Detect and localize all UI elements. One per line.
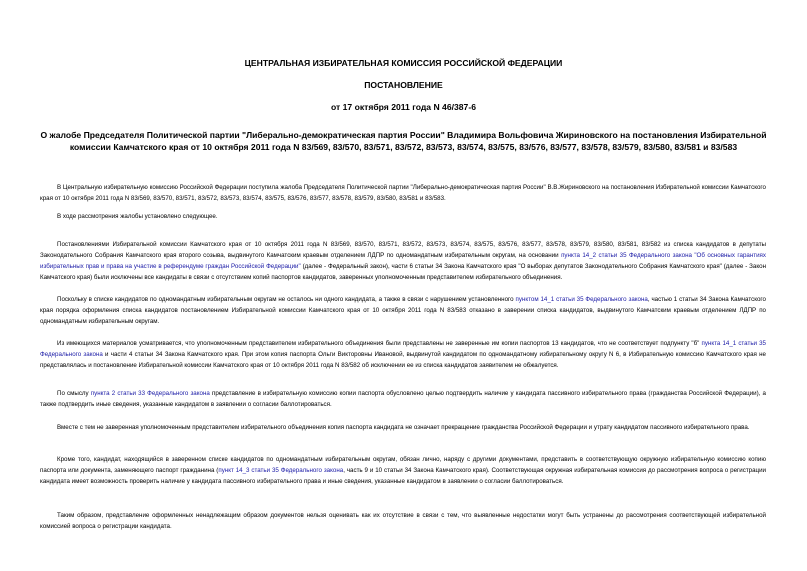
paragraph-8-text-b: , часть 9 и 10 статьи 34 Закона Камчатского края). Соответствующая окружная избирательная комиссия до рассмотрения вопроса о регистрации кандидата имеет возможность проверить наличие у кандидата пассивного избирательного права и иные сведения, указанные кандидатом в заявлении о согласии баллотироваться.: [40, 466, 766, 485]
document-date-number: от 17 октября 2011 года N 46/387-6: [331, 102, 476, 112]
paragraph-3: [40, 240, 766, 284]
paragraph-8: [40, 455, 766, 488]
law-link-14-1[interactable]: пунктом 14_1 статьи 35 Федерального закона: [515, 296, 648, 303]
paragraph-8-text-a: Кроме того, кандидат, находящийся в заверенном списке кандидатов по одномандатным избирательным округам, обязан лично, наряду с другими документами, представить в соответствующую окружную избирательную комиссию копию паспорта или документа, заменяющего паспорт гражданина (: [40, 456, 766, 474]
paragraph-3-text-a: Постановлениями Избирательной комиссии Камчатского края от 10 октября 2011 года N 83/569, 83/570, 83/571, 83/572, 83/573, 83/574, 83/575, 83/576, 83/577, 83/578, 83/579, 83/580, 83/581, 83/582 из списка кандидатов в депутаты Законодательного Собрания Камчатского края второго созыва, выдвинутого Камчатским краевым отделением ЛДПР по одномандатным избирательным округам, на основании: [40, 241, 766, 259]
law-link-33-2[interactable]: пункта 2 статьи 33 Федерального закона: [90, 390, 210, 397]
paragraph-5: [40, 339, 766, 372]
paragraph-5-text-a: Из имеющихся материалов усматривается, что уполномоченным представителем избирательного объединения были представлены не заверенные им копии паспортов 13 кандидатов, что не соответствует подпункту "б": [57, 340, 700, 347]
paragraph-6: [40, 389, 766, 411]
document-type: ПОСТАНОВЛЕНИЕ: [364, 80, 443, 90]
paragraph-4: [40, 295, 766, 328]
paragraph-3-text-b: (далее - Федеральный закон), части 6 статьи 34 Закона Камчатского края "О выборах депутатов Законодательного Собрания Камчатского края" (далее - Закон Камчатского края) были исключены все кандидаты в связи с отсутствием копий паспортов кандидатов, заверенных уполномоченным представителем избирательного объединения.: [40, 262, 766, 281]
paragraph-4-text-a: Поскольку в списке кандидатов по одномандатным избирательным округам не осталось ни одного кандидата, а также в связи с нарушением установленного: [57, 296, 514, 303]
document-subject: О жалобе Председателя Политической партии "Либерально-демократическая партия России" Владимира Вольфовича Жириновского на постановления Избирательной комиссии Камчатского края от 10 октября 2011 года N 83/569, 83/570, 83/571, 83/572, 83/573, 83/574, 83/575, 83/576, 83/577, 83/578, 83/579, 83/580, 83/581 и 83/583: [40, 130, 767, 152]
organization-title: ЦЕНТРАЛЬНАЯ ИЗБИРАТЕЛЬНАЯ КОМИССИЯ РОССИЙСКОЙ ФЕДЕРАЦИИ: [244, 58, 563, 68]
law-link-14-2[interactable]: пункта 14_2 статьи 35 Федерального закона "Об основных гарантиях избирательных прав и права на участие в референдуме граждан Российской Федерации": [40, 251, 766, 270]
paragraph-9: Таким образом, представление оформленных ненадлежащим образом документов нельзя оценивать как их отсутствие в связи с тем, что выявленные недостатки могут быть устранены до рассмотрения соответствующей избирательной комиссией вопроса о регистрации кандидата.: [40, 512, 766, 530]
law-link-14-1-b[interactable]: пункта 14_1 статьи 35 Федерального закона: [40, 340, 766, 358]
paragraph-6-text-a: По смыслу: [57, 390, 89, 397]
paragraph-7: Вместе с тем не заверенная уполномоченным представителем избирательного объединения копия паспорта кандидата не означает прекращение гражданства Российской Федерации и утрату кандидатом пассивного избирательного права.: [57, 424, 750, 431]
paragraph-6-text-b: представление в избирательную комиссию копии паспорта обусловлено целью подтвердить наличие у кандидата пассивного избирательного права (гражданства Российской Федерации), а также подтвердить иные сведения, указанные кандидатом в заявлении о согласии баллотироваться.: [40, 390, 766, 408]
paragraph-2: В ходе рассмотрения жалобы установлено следующее.: [57, 213, 218, 220]
law-link-14-3[interactable]: пункт 14_3 статьи 35 Федерального закона: [218, 466, 344, 474]
paragraph-4-text-b: , частью 1 статьи 34 Закона Камчатского края порядка оформления списка кандидатов постановлением Избирательной комиссии Камчатского края от 10 октября 2011 года N 83/583 отказано в заверении списка кандидатов, выдвинутого Камчатским краевым отделением ЛДПР по одномандатным избирательным округам.: [40, 296, 766, 325]
paragraph-5-text-b: и части 4 статьи 34 Закона Камчатского края. При этом копия паспорта Ольги Викторовны Ивановой, выдвинутой кандидатом по одномандатному избирательному округу N 6, в Избирательную комиссию Камчатского края не представлялась и постановление Избирательной комиссии Камчатского края от 10 октября 2011 года N 83/582 об исключении ее из списка кандидатов заявителем не обжалуется.: [40, 350, 766, 369]
paragraph-1: В Центральную избирательную комиссию Российской Федерации поступила жалоба Председателя Политической партии "Либерально-демократическая партия России" В.В.Жириновского на постановления Избирательной комиссии Камчатского края от 10 октября 2011 года N 83/569, 83/570, 83/571, 83/572, 83/573, 83/574, 83/575, 83/576, 83/577, 83/578, 83/579, 83/580, 83/581 и 83/583.: [40, 184, 766, 202]
